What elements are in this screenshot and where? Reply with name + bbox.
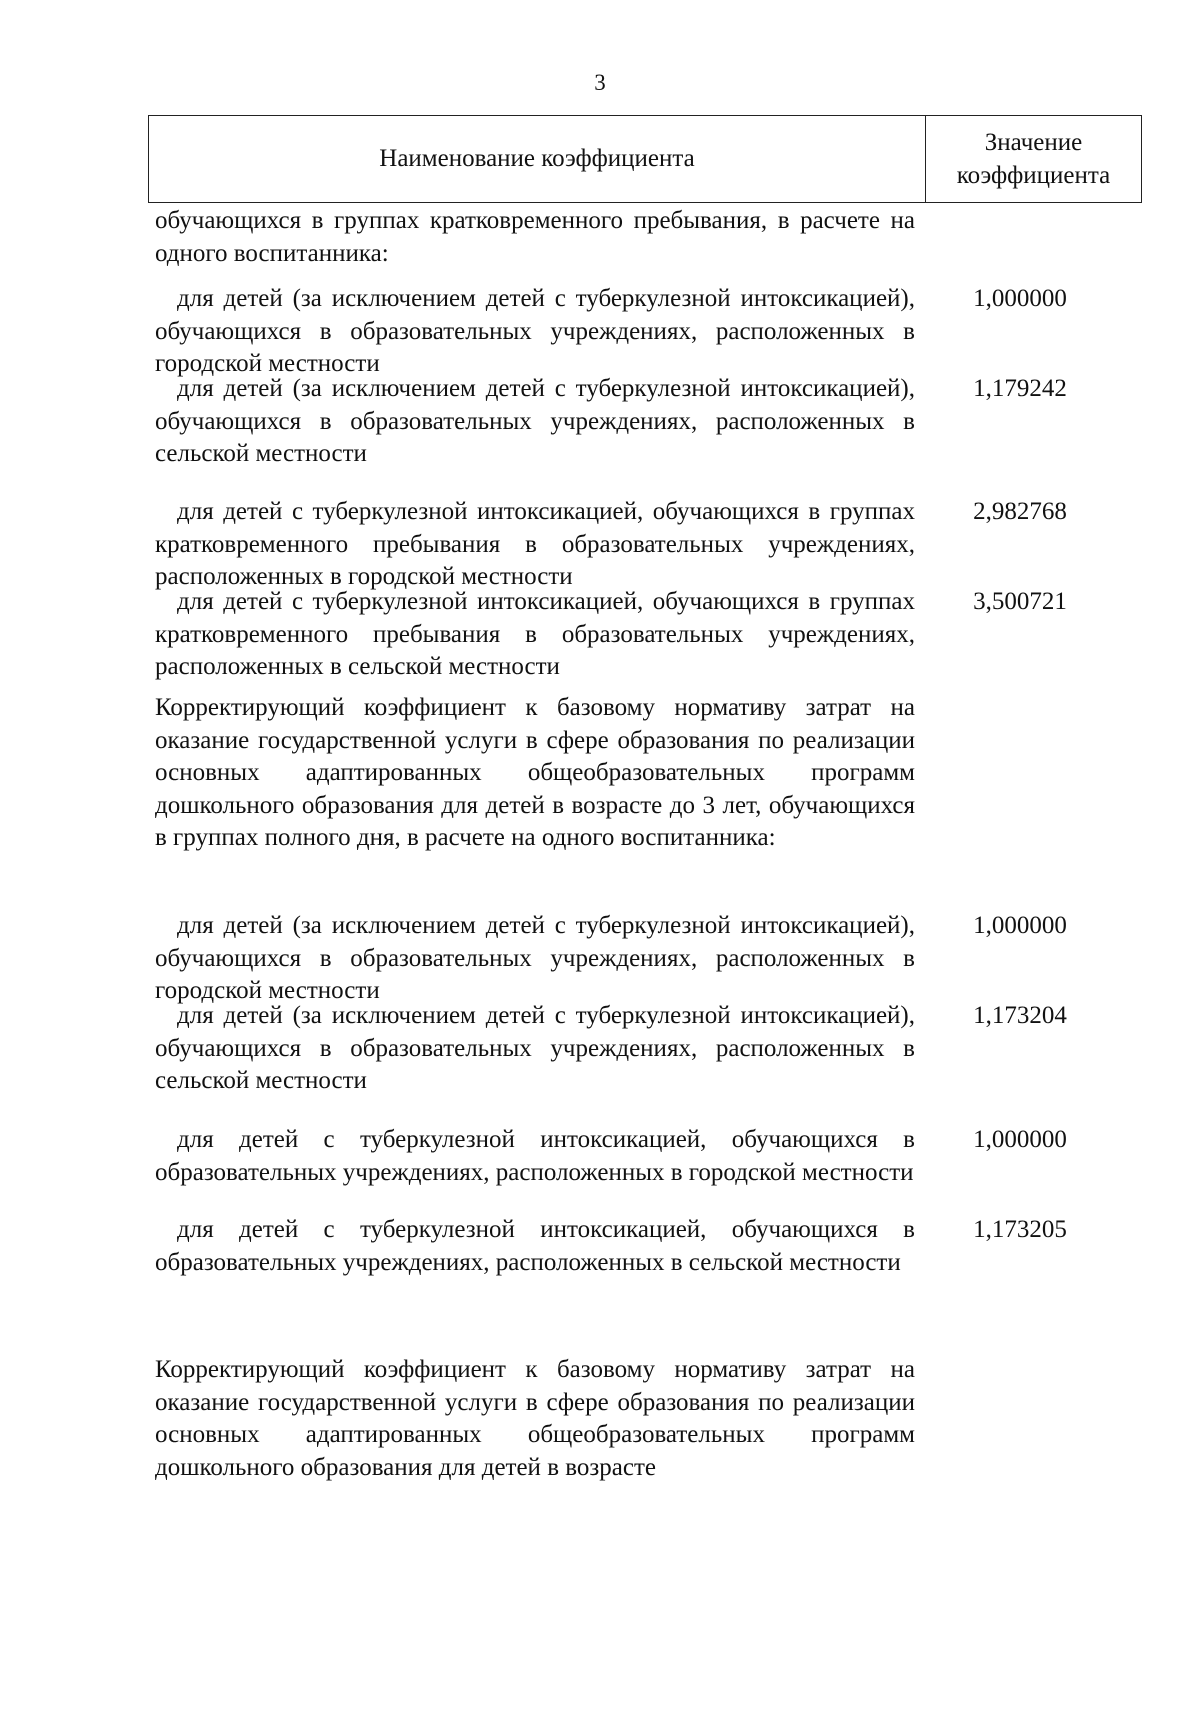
coefficient-description: для детей с туберкулезной интоксикацией, обучающихся в образовательных учреждениях, расположенных в городской местности — [155, 1126, 915, 1186]
coefficient-value: 1,000000 — [973, 912, 1067, 939]
coefficient-value: 1,173205 — [973, 1216, 1067, 1243]
coefficient-value: 1,179242 — [973, 375, 1067, 402]
page-number: 3 — [594, 70, 606, 95]
coefficient-description: для детей (за исключением детей с туберкулезной интоксикацией), обучающихся в образовательных учреждениях, расположенных в городской местности — [155, 285, 915, 377]
coefficient-description: для детей (за исключением детей с туберкулезной интоксикацией), обучающихся в образовательных учреждениях, расположенных в сельской местности — [155, 375, 915, 467]
coefficient-value: 2,982768 — [973, 498, 1067, 525]
section-intro-text: Корректирующий коэффициент к базовому нормативу затрат на оказание государственной услуги в сфере образования по реализации основных адаптированных общеобразовательных программ дошкольного образования для детей в возрасте до 3 лет, обучающихся в группах полного дня, в расчете на одного воспитанника: — [155, 694, 915, 851]
column-header-value: Значение коэффициента — [956, 129, 1111, 189]
section-intro-text: Корректирующий коэффициент к базовому нормативу затрат на оказание государственной услуги в сфере образования по реализации основных адаптированных общеобразовательных программ дошкольного образования для детей в возрасте — [155, 1356, 915, 1481]
coefficient-value: 1,000000 — [973, 285, 1067, 312]
coefficient-description: для детей с туберкулезной интоксикацией, обучающихся в образовательных учреждениях, расположенных в сельской местности — [155, 1216, 915, 1276]
coefficient-description: для детей (за исключением детей с туберкулезной интоксикацией), обучающихся в образовательных учреждениях, расположенных в сельской местности — [155, 1002, 915, 1094]
coefficient-value: 3,500721 — [973, 588, 1067, 615]
coefficient-description: для детей с туберкулезной интоксикацией, обучающихся в группах кратковременного пребывания в образовательных учреждениях, расположенных в сельской местности — [155, 588, 915, 680]
table-header — [148, 115, 1142, 203]
coefficient-value: 1,000000 — [973, 1126, 1067, 1153]
coefficient-value: 1,173204 — [973, 1002, 1067, 1029]
column-header-name: Наименование коэффициента — [149, 116, 926, 202]
section-intro-text: обучающихся в группах кратковременного пребывания, в расчете на одного воспитанника: — [155, 207, 915, 267]
coefficient-description: для детей (за исключением детей с туберкулезной интоксикацией), обучающихся в образовательных учреждениях, расположенных в городской местности — [155, 912, 915, 1004]
coefficient-description: для детей с туберкулезной интоксикацией, обучающихся в группах кратковременного пребывания в образовательных учреждениях, расположенных в городской местности — [155, 498, 915, 590]
